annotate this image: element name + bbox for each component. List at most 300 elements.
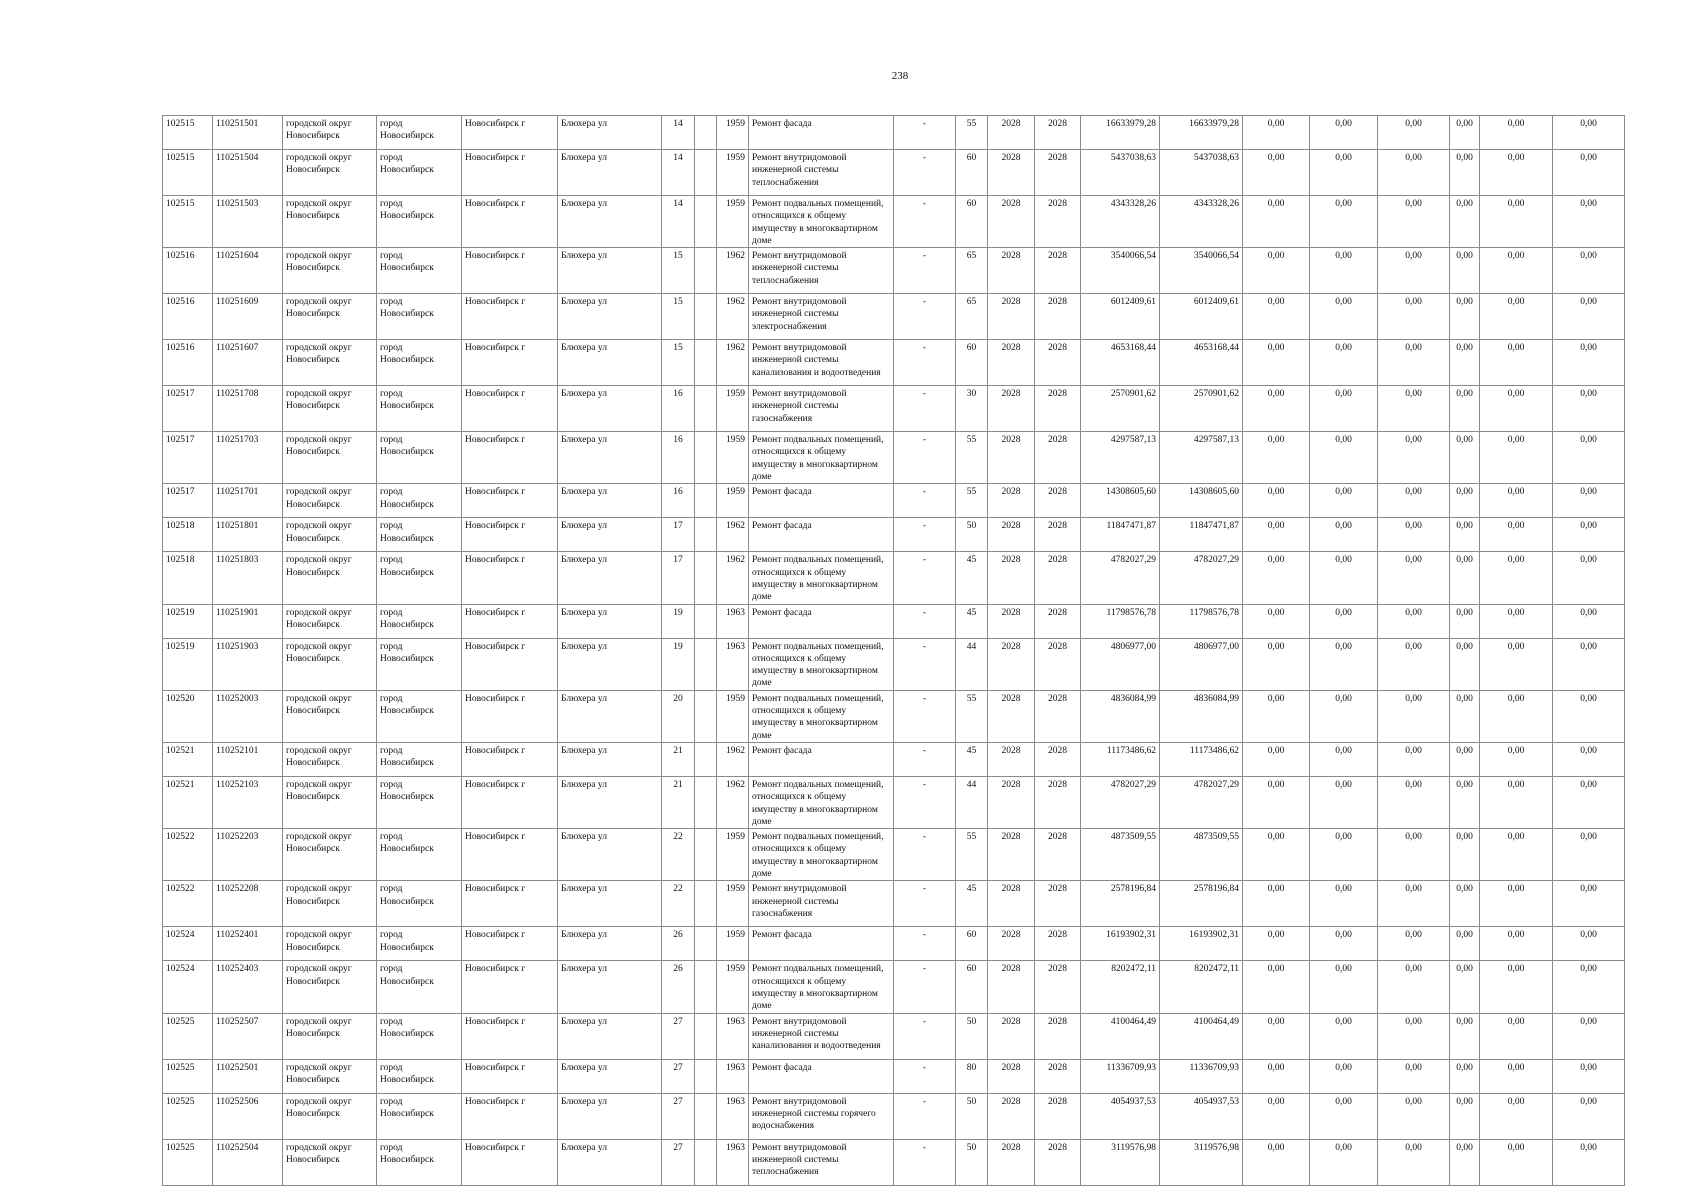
cell-work-code: 110251609 bbox=[213, 294, 283, 340]
cell-year-from: 2028 bbox=[988, 776, 1035, 828]
cell-value-3: 0,00 bbox=[1378, 927, 1450, 961]
cell-district: городской округ Новосибирск bbox=[283, 776, 377, 828]
cell-dash: - bbox=[894, 829, 956, 881]
cell-dash: - bbox=[894, 927, 956, 961]
cell-value-3: 0,00 bbox=[1378, 829, 1450, 881]
cell-building bbox=[695, 690, 717, 742]
cell-total-cost: 5437038,63 bbox=[1081, 150, 1160, 196]
cell-street: Блюхера ул bbox=[558, 196, 662, 248]
cell-building bbox=[695, 150, 717, 196]
cell-value-3: 0,00 bbox=[1378, 432, 1450, 484]
cell-locality: Новосибирск г bbox=[462, 484, 558, 518]
repair-schedule-table-wrapper bbox=[162, 115, 1625, 1186]
cell-year-to: 2028 bbox=[1035, 829, 1081, 881]
cell-street: Блюхера ул bbox=[558, 294, 662, 340]
cell-year-from: 2028 bbox=[988, 432, 1035, 484]
cell-year-to: 2028 bbox=[1035, 552, 1081, 604]
cell-value-4: 0,00 bbox=[1450, 690, 1480, 742]
cell-value-5: 0,00 bbox=[1480, 484, 1553, 518]
cell-dash: - bbox=[894, 484, 956, 518]
cell-house-id: 102518 bbox=[163, 518, 213, 552]
cell-year-from: 2028 bbox=[988, 927, 1035, 961]
cell-value-1: 0,00 bbox=[1243, 1059, 1310, 1093]
cell-year-from: 2028 bbox=[988, 1013, 1035, 1059]
cell-street: Блюхера ул bbox=[558, 1013, 662, 1059]
cell-value-1: 0,00 bbox=[1243, 927, 1310, 961]
cell-total-cost: 2570901,62 bbox=[1081, 386, 1160, 432]
cell-value-6: 0,00 bbox=[1553, 116, 1625, 150]
cell-building bbox=[695, 552, 717, 604]
cell-value-2: 0,00 bbox=[1310, 432, 1378, 484]
cell-building bbox=[695, 294, 717, 340]
cell-year-from: 2028 bbox=[988, 196, 1035, 248]
cell-sum-cost: 4100464,49 bbox=[1160, 1013, 1243, 1059]
cell-city: город Новосибирск bbox=[377, 829, 462, 881]
cell-value-5: 0,00 bbox=[1480, 386, 1553, 432]
cell-work-type: Ремонт фасада bbox=[749, 518, 894, 552]
cell-year-from: 2028 bbox=[988, 742, 1035, 776]
cell-year-to: 2028 bbox=[1035, 386, 1081, 432]
cell-value-5: 0,00 bbox=[1480, 116, 1553, 150]
cell-wear: 60 bbox=[956, 927, 988, 961]
cell-house-id: 102520 bbox=[163, 690, 213, 742]
cell-year-to: 2028 bbox=[1035, 742, 1081, 776]
cell-house-number: 22 bbox=[662, 881, 695, 927]
cell-value-4: 0,00 bbox=[1450, 1059, 1480, 1093]
cell-house-id: 102525 bbox=[163, 1013, 213, 1059]
cell-year-to: 2028 bbox=[1035, 604, 1081, 638]
cell-value-2: 0,00 bbox=[1310, 829, 1378, 881]
cell-work-code: 110251901 bbox=[213, 604, 283, 638]
cell-value-2: 0,00 bbox=[1310, 961, 1378, 1013]
cell-year-from: 2028 bbox=[988, 116, 1035, 150]
cell-house-id: 102519 bbox=[163, 604, 213, 638]
cell-total-cost: 4873509,55 bbox=[1081, 829, 1160, 881]
table-row bbox=[163, 1093, 1625, 1139]
cell-value-1: 0,00 bbox=[1243, 150, 1310, 196]
cell-street: Блюхера ул bbox=[558, 829, 662, 881]
cell-value-5: 0,00 bbox=[1480, 604, 1553, 638]
cell-wear: 55 bbox=[956, 484, 988, 518]
cell-value-3: 0,00 bbox=[1378, 518, 1450, 552]
cell-work-type: Ремонт подвальных помещений, относящихся к общему имуществу в многоквартирном доме bbox=[749, 829, 894, 881]
cell-house-number: 16 bbox=[662, 484, 695, 518]
cell-house-number: 19 bbox=[662, 604, 695, 638]
cell-house-number: 27 bbox=[662, 1093, 695, 1139]
cell-wear: 65 bbox=[956, 294, 988, 340]
cell-street: Блюхера ул bbox=[558, 690, 662, 742]
cell-work-type: Ремонт внутридомовой инженерной системы горячего водоснабжения bbox=[749, 1093, 894, 1139]
cell-locality: Новосибирск г bbox=[462, 196, 558, 248]
cell-work-code: 110251604 bbox=[213, 248, 283, 294]
cell-sum-cost: 4054937,53 bbox=[1160, 1093, 1243, 1139]
cell-value-4: 0,00 bbox=[1450, 116, 1480, 150]
cell-work-code: 110251701 bbox=[213, 484, 283, 518]
cell-total-cost: 11847471,87 bbox=[1081, 518, 1160, 552]
cell-build-year: 1962 bbox=[717, 552, 749, 604]
cell-year-to: 2028 bbox=[1035, 776, 1081, 828]
cell-locality: Новосибирск г bbox=[462, 432, 558, 484]
cell-total-cost: 11336709,93 bbox=[1081, 1059, 1160, 1093]
cell-build-year: 1962 bbox=[717, 248, 749, 294]
cell-locality: Новосибирск г bbox=[462, 604, 558, 638]
cell-city: город Новосибирск bbox=[377, 484, 462, 518]
cell-value-2: 0,00 bbox=[1310, 1139, 1378, 1185]
cell-year-from: 2028 bbox=[988, 829, 1035, 881]
table-row bbox=[163, 386, 1625, 432]
cell-house-number: 14 bbox=[662, 196, 695, 248]
cell-wear: 50 bbox=[956, 1139, 988, 1185]
cell-locality: Новосибирск г bbox=[462, 776, 558, 828]
cell-build-year: 1959 bbox=[717, 150, 749, 196]
cell-value-3: 0,00 bbox=[1378, 776, 1450, 828]
cell-wear: 45 bbox=[956, 881, 988, 927]
cell-value-5: 0,00 bbox=[1480, 927, 1553, 961]
cell-sum-cost: 11173486,62 bbox=[1160, 742, 1243, 776]
cell-total-cost: 2578196,84 bbox=[1081, 881, 1160, 927]
cell-city: город Новосибирск bbox=[377, 742, 462, 776]
cell-work-type: Ремонт подвальных помещений, относящихся к общему имуществу в многоквартирном доме bbox=[749, 432, 894, 484]
cell-building bbox=[695, 1139, 717, 1185]
repair-schedule-table bbox=[162, 115, 1625, 1186]
cell-dash: - bbox=[894, 638, 956, 690]
cell-wear: 50 bbox=[956, 518, 988, 552]
cell-value-1: 0,00 bbox=[1243, 1139, 1310, 1185]
cell-total-cost: 6012409,61 bbox=[1081, 294, 1160, 340]
cell-value-4: 0,00 bbox=[1450, 1093, 1480, 1139]
cell-value-3: 0,00 bbox=[1378, 294, 1450, 340]
table-row bbox=[163, 742, 1625, 776]
cell-dash: - bbox=[894, 116, 956, 150]
cell-house-id: 102521 bbox=[163, 742, 213, 776]
cell-dash: - bbox=[894, 150, 956, 196]
cell-sum-cost: 4343328,26 bbox=[1160, 196, 1243, 248]
cell-sum-cost: 6012409,61 bbox=[1160, 294, 1243, 340]
cell-street: Блюхера ул bbox=[558, 604, 662, 638]
cell-value-3: 0,00 bbox=[1378, 552, 1450, 604]
cell-street: Блюхера ул bbox=[558, 340, 662, 386]
cell-value-6: 0,00 bbox=[1553, 1139, 1625, 1185]
cell-building bbox=[695, 386, 717, 432]
cell-city: город Новосибирск bbox=[377, 1093, 462, 1139]
cell-value-1: 0,00 bbox=[1243, 1013, 1310, 1059]
cell-value-2: 0,00 bbox=[1310, 484, 1378, 518]
cell-locality: Новосибирск г bbox=[462, 1013, 558, 1059]
cell-sum-cost: 4836084,99 bbox=[1160, 690, 1243, 742]
cell-total-cost: 11798576,78 bbox=[1081, 604, 1160, 638]
cell-street: Блюхера ул bbox=[558, 1059, 662, 1093]
cell-total-cost: 3119576,98 bbox=[1081, 1139, 1160, 1185]
cell-year-from: 2028 bbox=[988, 1059, 1035, 1093]
cell-house-id: 102521 bbox=[163, 776, 213, 828]
cell-value-6: 0,00 bbox=[1553, 340, 1625, 386]
cell-value-3: 0,00 bbox=[1378, 116, 1450, 150]
cell-work-type: Ремонт подвальных помещений, относящихся к общему имуществу в многоквартирном доме bbox=[749, 690, 894, 742]
cell-value-4: 0,00 bbox=[1450, 340, 1480, 386]
cell-district: городской округ Новосибирск bbox=[283, 552, 377, 604]
cell-year-from: 2028 bbox=[988, 690, 1035, 742]
cell-sum-cost: 2578196,84 bbox=[1160, 881, 1243, 927]
cell-street: Блюхера ул bbox=[558, 518, 662, 552]
cell-wear: 44 bbox=[956, 638, 988, 690]
cell-value-2: 0,00 bbox=[1310, 116, 1378, 150]
cell-total-cost: 4297587,13 bbox=[1081, 432, 1160, 484]
cell-wear: 45 bbox=[956, 604, 988, 638]
cell-build-year: 1959 bbox=[717, 829, 749, 881]
cell-work-code: 110252101 bbox=[213, 742, 283, 776]
cell-city: город Новосибирск bbox=[377, 386, 462, 432]
cell-value-5: 0,00 bbox=[1480, 776, 1553, 828]
cell-value-1: 0,00 bbox=[1243, 552, 1310, 604]
table-row bbox=[163, 150, 1625, 196]
cell-year-from: 2028 bbox=[988, 150, 1035, 196]
cell-value-5: 0,00 bbox=[1480, 881, 1553, 927]
cell-city: город Новосибирск bbox=[377, 116, 462, 150]
cell-value-4: 0,00 bbox=[1450, 881, 1480, 927]
cell-house-id: 102517 bbox=[163, 386, 213, 432]
cell-work-type: Ремонт внутридомовой инженерной системы теплоснабжения bbox=[749, 1139, 894, 1185]
cell-locality: Новосибирск г bbox=[462, 340, 558, 386]
cell-value-6: 0,00 bbox=[1553, 1093, 1625, 1139]
cell-build-year: 1963 bbox=[717, 638, 749, 690]
cell-city: город Новосибирск bbox=[377, 150, 462, 196]
cell-work-code: 110252103 bbox=[213, 776, 283, 828]
cell-house-id: 102525 bbox=[163, 1139, 213, 1185]
cell-street: Блюхера ул bbox=[558, 150, 662, 196]
cell-district: городской округ Новосибирск bbox=[283, 927, 377, 961]
cell-dash: - bbox=[894, 248, 956, 294]
cell-value-3: 0,00 bbox=[1378, 881, 1450, 927]
cell-value-4: 0,00 bbox=[1450, 386, 1480, 432]
cell-district: городской округ Новосибирск bbox=[283, 1013, 377, 1059]
cell-sum-cost: 5437038,63 bbox=[1160, 150, 1243, 196]
cell-house-id: 102517 bbox=[163, 484, 213, 518]
cell-house-number: 20 bbox=[662, 690, 695, 742]
cell-city: город Новосибирск bbox=[377, 1059, 462, 1093]
cell-work-code: 110252507 bbox=[213, 1013, 283, 1059]
cell-work-code: 110252501 bbox=[213, 1059, 283, 1093]
cell-work-code: 110251903 bbox=[213, 638, 283, 690]
cell-build-year: 1962 bbox=[717, 776, 749, 828]
cell-house-number: 16 bbox=[662, 386, 695, 432]
cell-value-6: 0,00 bbox=[1553, 961, 1625, 1013]
table-row bbox=[163, 484, 1625, 518]
cell-locality: Новосибирск г bbox=[462, 1059, 558, 1093]
cell-year-to: 2028 bbox=[1035, 248, 1081, 294]
cell-value-3: 0,00 bbox=[1378, 340, 1450, 386]
cell-dash: - bbox=[894, 1059, 956, 1093]
table-row bbox=[163, 1059, 1625, 1093]
cell-value-5: 0,00 bbox=[1480, 690, 1553, 742]
cell-building bbox=[695, 484, 717, 518]
cell-sum-cost: 4297587,13 bbox=[1160, 432, 1243, 484]
cell-locality: Новосибирск г bbox=[462, 829, 558, 881]
cell-house-id: 102515 bbox=[163, 116, 213, 150]
cell-value-6: 0,00 bbox=[1553, 294, 1625, 340]
cell-house-id: 102516 bbox=[163, 248, 213, 294]
cell-value-4: 0,00 bbox=[1450, 552, 1480, 604]
cell-work-code: 110252506 bbox=[213, 1093, 283, 1139]
table-row bbox=[163, 690, 1625, 742]
cell-district: городской округ Новосибирск bbox=[283, 432, 377, 484]
cell-sum-cost: 11847471,87 bbox=[1160, 518, 1243, 552]
table-row bbox=[163, 638, 1625, 690]
cell-locality: Новосибирск г bbox=[462, 116, 558, 150]
cell-locality: Новосибирск г bbox=[462, 742, 558, 776]
cell-work-type: Ремонт внутридомовой инженерной системы теплоснабжения bbox=[749, 150, 894, 196]
cell-value-1: 0,00 bbox=[1243, 604, 1310, 638]
cell-value-3: 0,00 bbox=[1378, 742, 1450, 776]
cell-value-2: 0,00 bbox=[1310, 386, 1378, 432]
table-row bbox=[163, 604, 1625, 638]
cell-work-type: Ремонт подвальных помещений, относящихся к общему имуществу в многоквартирном доме bbox=[749, 638, 894, 690]
cell-build-year: 1963 bbox=[717, 604, 749, 638]
cell-build-year: 1959 bbox=[717, 961, 749, 1013]
cell-building bbox=[695, 1093, 717, 1139]
cell-work-type: Ремонт фасада bbox=[749, 1059, 894, 1093]
cell-year-to: 2028 bbox=[1035, 484, 1081, 518]
cell-house-number: 14 bbox=[662, 116, 695, 150]
table-row bbox=[163, 116, 1625, 150]
table-row bbox=[163, 927, 1625, 961]
table-row bbox=[163, 829, 1625, 881]
cell-street: Блюхера ул bbox=[558, 927, 662, 961]
cell-house-number: 27 bbox=[662, 1013, 695, 1059]
cell-work-code: 110251607 bbox=[213, 340, 283, 386]
cell-value-4: 0,00 bbox=[1450, 961, 1480, 1013]
cell-building bbox=[695, 340, 717, 386]
cell-house-number: 21 bbox=[662, 742, 695, 776]
cell-building bbox=[695, 1059, 717, 1093]
cell-year-to: 2028 bbox=[1035, 1059, 1081, 1093]
cell-building bbox=[695, 881, 717, 927]
cell-work-code: 110251708 bbox=[213, 386, 283, 432]
cell-value-2: 0,00 bbox=[1310, 150, 1378, 196]
cell-street: Блюхера ул bbox=[558, 1093, 662, 1139]
cell-value-3: 0,00 bbox=[1378, 150, 1450, 196]
cell-district: городской округ Новосибирск bbox=[283, 248, 377, 294]
cell-year-to: 2028 bbox=[1035, 294, 1081, 340]
cell-work-type: Ремонт фасада bbox=[749, 742, 894, 776]
cell-locality: Новосибирск г bbox=[462, 1093, 558, 1139]
cell-build-year: 1962 bbox=[717, 742, 749, 776]
cell-value-3: 0,00 bbox=[1378, 690, 1450, 742]
cell-value-1: 0,00 bbox=[1243, 961, 1310, 1013]
table-row bbox=[163, 1013, 1625, 1059]
cell-total-cost: 4782027,29 bbox=[1081, 552, 1160, 604]
cell-value-1: 0,00 bbox=[1243, 1093, 1310, 1139]
cell-building bbox=[695, 116, 717, 150]
cell-value-2: 0,00 bbox=[1310, 690, 1378, 742]
cell-sum-cost: 16633979,28 bbox=[1160, 116, 1243, 150]
cell-value-3: 0,00 bbox=[1378, 1139, 1450, 1185]
cell-value-2: 0,00 bbox=[1310, 776, 1378, 828]
cell-city: город Новосибирск bbox=[377, 690, 462, 742]
cell-value-6: 0,00 bbox=[1553, 638, 1625, 690]
cell-value-5: 0,00 bbox=[1480, 294, 1553, 340]
cell-value-3: 0,00 bbox=[1378, 1093, 1450, 1139]
cell-building bbox=[695, 604, 717, 638]
cell-value-6: 0,00 bbox=[1553, 386, 1625, 432]
cell-wear: 55 bbox=[956, 432, 988, 484]
cell-sum-cost: 4782027,29 bbox=[1160, 776, 1243, 828]
cell-value-5: 0,00 bbox=[1480, 340, 1553, 386]
cell-total-cost: 4836084,99 bbox=[1081, 690, 1160, 742]
cell-house-id: 102515 bbox=[163, 150, 213, 196]
cell-year-from: 2028 bbox=[988, 340, 1035, 386]
cell-work-type: Ремонт подвальных помещений, относящихся к общему имуществу в многоквартирном доме bbox=[749, 776, 894, 828]
cell-street: Блюхера ул bbox=[558, 386, 662, 432]
cell-house-number: 26 bbox=[662, 961, 695, 1013]
cell-house-number: 15 bbox=[662, 294, 695, 340]
cell-building bbox=[695, 196, 717, 248]
cell-value-1: 0,00 bbox=[1243, 432, 1310, 484]
cell-build-year: 1962 bbox=[717, 518, 749, 552]
cell-street: Блюхера ул bbox=[558, 742, 662, 776]
cell-district: городской округ Новосибирск bbox=[283, 294, 377, 340]
cell-value-2: 0,00 bbox=[1310, 881, 1378, 927]
cell-city: город Новосибирск bbox=[377, 340, 462, 386]
cell-total-cost: 8202472,11 bbox=[1081, 961, 1160, 1013]
cell-building bbox=[695, 248, 717, 294]
cell-value-3: 0,00 bbox=[1378, 386, 1450, 432]
cell-wear: 55 bbox=[956, 116, 988, 150]
cell-house-number: 26 bbox=[662, 927, 695, 961]
cell-value-2: 0,00 bbox=[1310, 518, 1378, 552]
cell-house-number: 22 bbox=[662, 829, 695, 881]
cell-district: городской округ Новосибирск bbox=[283, 1139, 377, 1185]
cell-building bbox=[695, 776, 717, 828]
cell-value-2: 0,00 bbox=[1310, 638, 1378, 690]
cell-year-from: 2028 bbox=[988, 1093, 1035, 1139]
cell-build-year: 1959 bbox=[717, 432, 749, 484]
cell-value-6: 0,00 bbox=[1553, 776, 1625, 828]
cell-value-5: 0,00 bbox=[1480, 638, 1553, 690]
cell-district: городской округ Новосибирск bbox=[283, 340, 377, 386]
cell-district: городской округ Новосибирск bbox=[283, 604, 377, 638]
cell-value-3: 0,00 bbox=[1378, 604, 1450, 638]
cell-value-3: 0,00 bbox=[1378, 196, 1450, 248]
cell-value-4: 0,00 bbox=[1450, 1139, 1480, 1185]
cell-work-type: Ремонт подвальных помещений, относящихся к общему имуществу в многоквартирном доме bbox=[749, 552, 894, 604]
cell-district: городской округ Новосибирск bbox=[283, 1093, 377, 1139]
cell-locality: Новосибирск г bbox=[462, 294, 558, 340]
cell-work-type: Ремонт подвальных помещений, относящихся к общему имуществу в многоквартирном доме bbox=[749, 961, 894, 1013]
cell-wear: 60 bbox=[956, 150, 988, 196]
cell-value-2: 0,00 bbox=[1310, 248, 1378, 294]
cell-work-type: Ремонт внутридомовой инженерной системы электроснабжения bbox=[749, 294, 894, 340]
cell-value-6: 0,00 bbox=[1553, 927, 1625, 961]
cell-locality: Новосибирск г bbox=[462, 1139, 558, 1185]
cell-locality: Новосибирск г bbox=[462, 927, 558, 961]
cell-city: город Новосибирск bbox=[377, 432, 462, 484]
cell-city: город Новосибирск bbox=[377, 1013, 462, 1059]
cell-value-4: 0,00 bbox=[1450, 484, 1480, 518]
cell-dash: - bbox=[894, 776, 956, 828]
cell-wear: 45 bbox=[956, 742, 988, 776]
cell-street: Блюхера ул bbox=[558, 638, 662, 690]
cell-year-to: 2028 bbox=[1035, 196, 1081, 248]
cell-year-from: 2028 bbox=[988, 604, 1035, 638]
cell-building bbox=[695, 638, 717, 690]
cell-sum-cost: 4806977,00 bbox=[1160, 638, 1243, 690]
cell-value-1: 0,00 bbox=[1243, 518, 1310, 552]
cell-value-6: 0,00 bbox=[1553, 690, 1625, 742]
cell-district: городской округ Новосибирск bbox=[283, 881, 377, 927]
cell-year-from: 2028 bbox=[988, 552, 1035, 604]
cell-locality: Новосибирск г bbox=[462, 386, 558, 432]
cell-year-to: 2028 bbox=[1035, 1139, 1081, 1185]
